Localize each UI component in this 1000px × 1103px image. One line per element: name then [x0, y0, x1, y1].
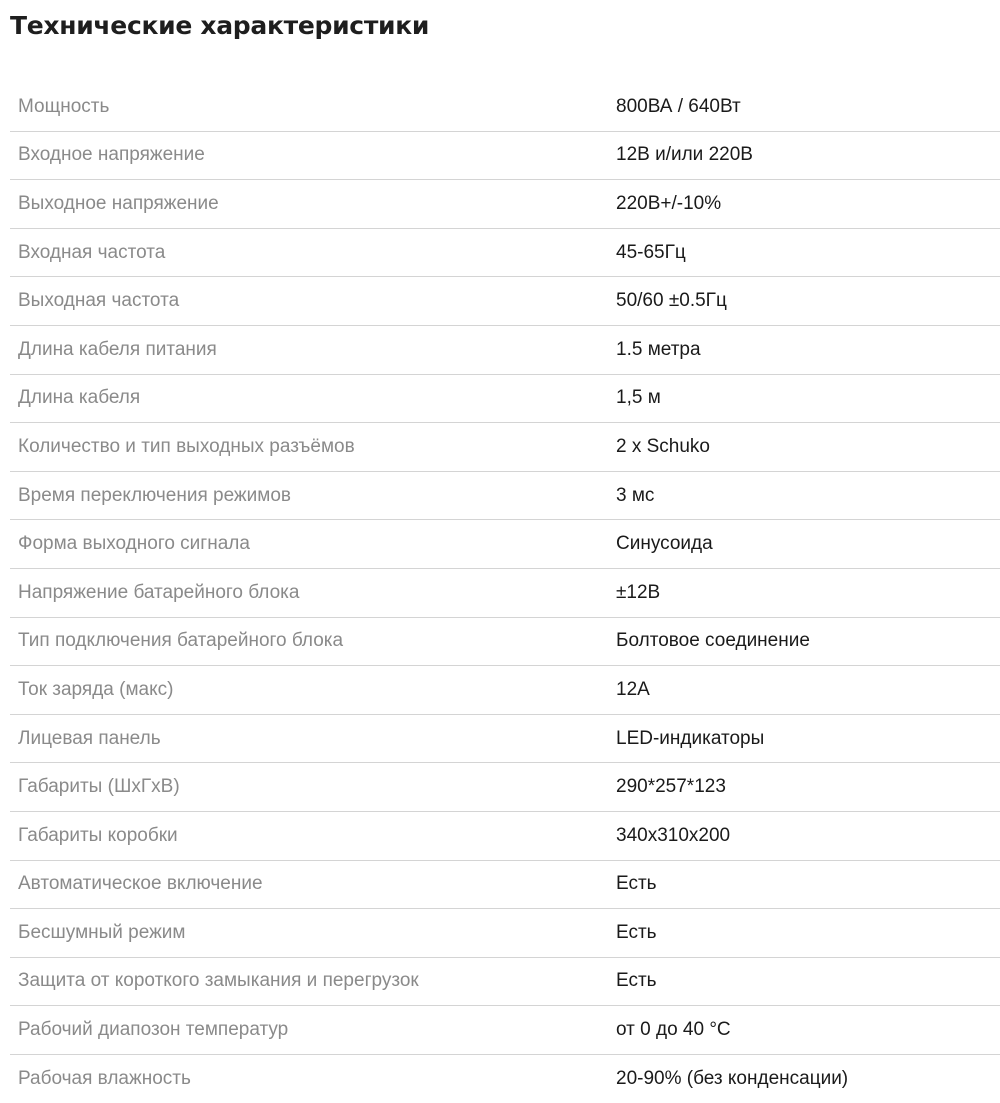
spec-value: LED-индикаторы: [616, 727, 765, 749]
spec-row: [10, 812, 1000, 861]
spec-value: 290*257*123: [616, 776, 726, 798]
spec-row: [10, 229, 1000, 278]
spec-value: Болтовое соединение: [616, 630, 810, 652]
spec-row: [10, 520, 1000, 569]
spec-row: [10, 180, 1000, 229]
spec-value: 3 мс: [616, 484, 655, 506]
spec-row: [10, 715, 1000, 764]
spec-value: 12А: [616, 678, 650, 700]
spec-row: [10, 132, 1000, 181]
spec-label: Рабочий диапозон температур: [18, 1019, 289, 1041]
spec-row: [10, 472, 1000, 521]
spec-label: Ток заряда (макс): [18, 678, 174, 700]
spec-value: 2 x Schuko: [616, 435, 710, 457]
spec-label: Время переключения режимов: [18, 484, 291, 506]
spec-row: [10, 909, 1000, 958]
spec-label: Выходное напряжение: [18, 192, 219, 214]
spec-row: [10, 326, 1000, 375]
spec-row: [10, 423, 1000, 472]
spec-value: 20-90% (без конденсации): [616, 1068, 849, 1090]
spec-value: Есть: [616, 970, 657, 992]
spec-label: Лицевая панель: [18, 727, 161, 749]
spec-row: [10, 861, 1000, 910]
spec-label: Длина кабеля: [18, 387, 141, 409]
spec-label: Рабочая влажность: [18, 1068, 191, 1090]
spec-value: 12В и/или 220В: [616, 144, 753, 166]
spec-label: Защита от короткого замыкания и перегрузок: [18, 970, 419, 992]
spec-label: Количество и тип выходных разъёмов: [18, 435, 355, 457]
page-title: Технические характеристики: [10, 11, 430, 40]
spec-label: Входное напряжение: [18, 144, 205, 166]
specs-table: [10, 83, 1000, 1103]
spec-row: [10, 1006, 1000, 1055]
spec-label: Форма выходного сигнала: [18, 533, 250, 555]
spec-value: 220В+/-10%: [616, 192, 722, 214]
spec-value: 1.5 метра: [616, 338, 701, 360]
spec-label: Напряжение батарейного блока: [18, 581, 300, 603]
spec-row: [10, 277, 1000, 326]
spec-value: 800ВА / 640Вт: [616, 95, 741, 117]
spec-row: [10, 666, 1000, 715]
spec-row: [10, 618, 1000, 667]
spec-row: [10, 569, 1000, 618]
spec-label: Входная частота: [18, 241, 166, 263]
spec-label: Габариты (ШхГхВ): [18, 776, 180, 798]
spec-value: 1,5 м: [616, 387, 661, 409]
spec-label: Длина кабеля питания: [18, 338, 217, 360]
spec-row: [10, 375, 1000, 424]
spec-value: Есть: [616, 921, 657, 943]
spec-label: Выходная частота: [18, 290, 180, 312]
spec-value: 50/60 ±0.5Гц: [616, 290, 727, 312]
spec-label: Габариты коробки: [18, 824, 178, 846]
spec-label: Бесшумный режим: [18, 921, 186, 943]
spec-label: Тип подключения батарейного блока: [18, 630, 344, 652]
spec-value: Есть: [616, 873, 657, 895]
spec-value: 45-65Гц: [616, 241, 686, 263]
spec-row: [10, 958, 1000, 1007]
spec-label: Автоматическое включение: [18, 873, 263, 895]
spec-label: Мощность: [18, 95, 110, 117]
spec-row: [10, 83, 1000, 132]
spec-value: ±12В: [616, 581, 661, 603]
spec-value: 340x310x200: [616, 824, 731, 846]
spec-value: Синусоида: [616, 533, 713, 555]
spec-row: [10, 763, 1000, 812]
spec-value: от 0 до 40 °С: [616, 1019, 731, 1041]
